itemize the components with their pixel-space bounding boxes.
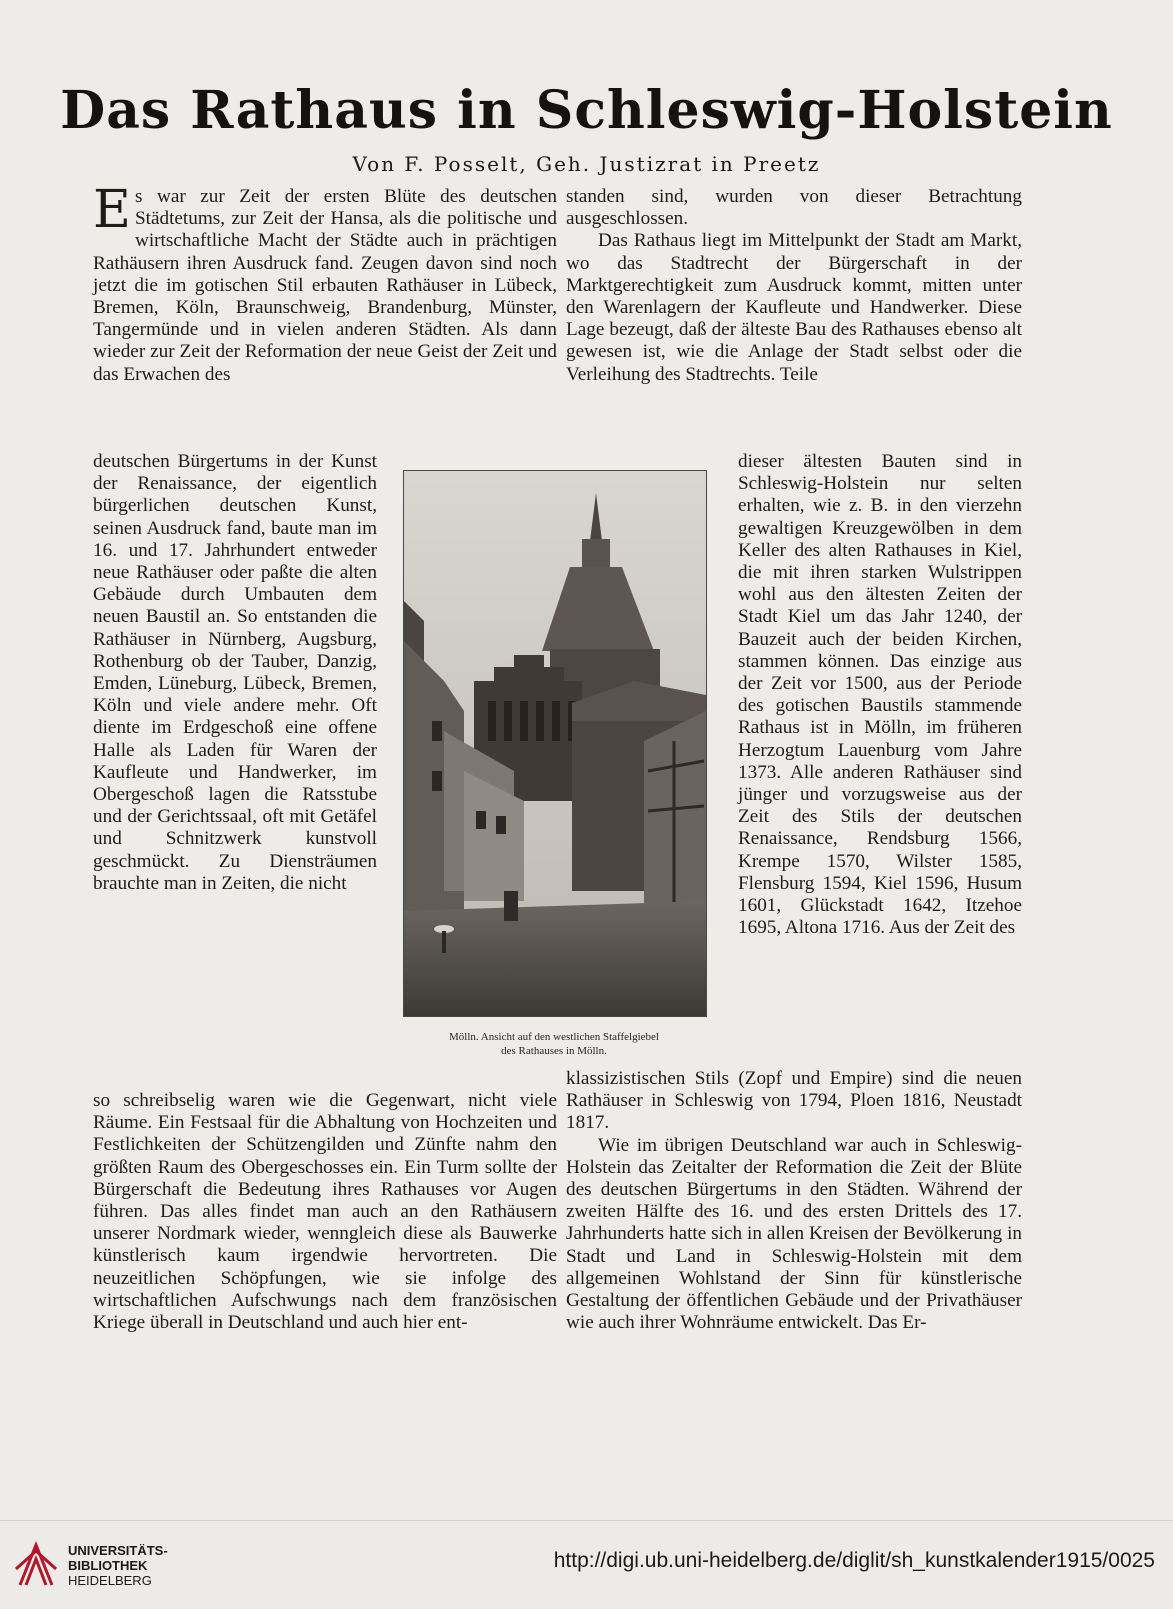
paragraph-text: s war zur Zeit der ersten Blüte des deutschen Städtetums, zur Zeit der Hansa, als die politische und wirtschaftliche Macht der Städte auch in prächtigen Rathäusern ihren Ausdruck fand. Zeugen davon sind noch jetzt die im gotischen Stil erbauten Rathäuser in Lübeck, Bremen, Köln, Braunschweig, Brandenburg, Münster, Tangermünde und in vielen anderen Städten. Als dann wieder zur Zeit der Reformation der neue Geist der Zeit und das Erwachen des — [93, 186, 557, 385]
text-column-left-beside-figure — [93, 451, 377, 895]
university-library-logo-icon — [14, 1539, 58, 1591]
source-url-link[interactable]: http://digi.ub.uni-heidelberg.de/diglit/sh_kunstkalender1915/0025 — [553, 1549, 1155, 1572]
article-title: Das Rathaus in Schleswig-Holstein — [60, 80, 1113, 141]
library-name-line: BIBLIOTHEK — [68, 1558, 148, 1573]
library-name — [68, 1543, 168, 1588]
caption-line: Mölln. Ansicht auf den westlichen Staffelgiebel — [449, 1031, 659, 1043]
library-name-line: UNIVERSITÄTS- — [68, 1543, 168, 1558]
paragraph-text: so schreibselig waren wie die Gegenwart, nicht viele Räume. Ein Festsaal für die Abhaltung von Hochzeiten und Festlichkeiten der Schützengilden und Zünfte nahm den größten Raum des Obergeschosses ein. Ein Turm sollte der Bürgerschaft die Bedeutung ihres Rathauses vor Augen führen. Das alles findet man auch an den Rathäusern unserer Nordmark wieder, wenngleich diese als Bauwerke künstlerisch kaum irgendwie hervortreten. Die neuzeitlichen Schöpfungen, wie sie infolge des wirtschaftlichen Aufschwungs nach dem französischen Kriege überall in Deutschland und auch hier ent- — [93, 1090, 557, 1334]
drop-cap: E — [93, 180, 131, 240]
text-column-right-beside-figure — [738, 451, 1022, 939]
text-column-left-bottom — [93, 1090, 557, 1334]
photo-illustration — [404, 471, 706, 1016]
paragraph-text: Wie im übrigen Deutschland war auch in Schleswig-Holstein das Zeitalter der Reformation die Zeit der Blüte des deutschen Bürgertums in den Städten. Während der zweiten Hälfte des 16. und des ersten Drittels des 17. Jahrhunderts hatte sich in allen Kreisen der Bevölkerung in Stadt und Land in Schleswig-Holstein mit dem allgemeinen Wohlstand der Sinn für künstlerische Gestaltung der öffentlichen Gebäude und der Privathäuser wie auch ihrer Wohnräume entwickelt. Das Er- — [566, 1134, 1022, 1334]
paragraph-text: Das Rathaus liegt im Mittelpunkt der Stadt am Markt, wo das Stadtrecht der Bürgerschaft in der Marktgerechtigkeit zum Ausdruck kommt, mitten unter den Warenlagern der Kaufleute und Handwerker. Diese Lage bezeugt, daß der älteste Bau des Rathauses ebenso alt gewesen ist, wie die Anlage der Stadt selbst oder die Verleihung des Stadtrechts. Teile — [566, 230, 1022, 385]
text-column-left-top — [93, 180, 557, 386]
town-hall-photograph — [403, 470, 707, 1017]
library-name-line: HEIDELBERG — [68, 1573, 152, 1588]
paragraph-text: klassizistischen Stils (Zopf und Empire) sind die neuen Rathäuser in Schleswig von 1794, Ploen 1816, Neustadt 1817. — [566, 1068, 1022, 1134]
caption-line: des Rathauses in Mölln. — [501, 1045, 607, 1057]
article-byline: Von F. Posselt, Geh. Justizrat in Preetz — [352, 152, 821, 176]
text-column-right-bottom — [566, 1068, 1022, 1334]
footer-bar — [0, 1520, 1173, 1609]
text-column-right-top — [566, 186, 1022, 386]
figure-caption — [392, 1030, 716, 1058]
paragraph-text: deutschen Bürgertums in der Kunst der Renaissance, der eigentlich bürgerlichen deutschen Kunst, seinen Ausdruck fand, baute man im 16. und 17. Jahrhundert entweder neue Rathäuser oder paßte die alten Gebäude durch Umbauten dem neuen Baustil an. So entstanden die Rathäuser in Nürnberg, Augsburg, Rothenburg ob der Tauber, Danzig, Emden, Lüneburg, Lübeck, Bremen, Köln und viele andere mehr. Oft diente im Erdgeschoß eine offene Halle als Laden für Waren der Kaufleute und Handwerker, im Obergeschoß lagen die Ratsstube und der Gerichtssaal, oft mit Getäfel und Schnitzwerk kunstvoll geschmückt. Zu Diensträumen brauchte man in Zeiten, die nicht — [93, 451, 377, 894]
paragraph-text: standen sind, wurden von dieser Betrachtung ausgeschlossen. — [566, 186, 1022, 230]
paragraph-text: dieser ältesten Bauten sind in Schleswig-Holstein nur selten erhalten, wie z. B. in den vierzehn gewaltigen Kreuzgewölben in dem Keller des alten Rathauses in Kiel, die mit ihren starken Wulstrippen wohl aus den ältesten Zeiten der Stadt Kiel um das Jahr 1240, der Bauzeit auch der beiden Kirchen, stammen können. Das einzige aus der Zeit vor 1500, aus der Periode des gotischen Baustils stammende Rathaus ist in Mölln, im früheren Herzogtum Lauenburg vom Jahre 1373. Alle anderen Rathäuser sind jünger und vorzugsweise aus der Zeit des Stils der deutschen Renaissance, Rendsburg 1566, Krempe 1570, Wilster 1585, Flensburg 1594, Kiel 1596, Husum 1601, Glückstadt 1642, Itzehoe 1695, Altona 1716. Aus der Zeit des — [738, 451, 1022, 939]
